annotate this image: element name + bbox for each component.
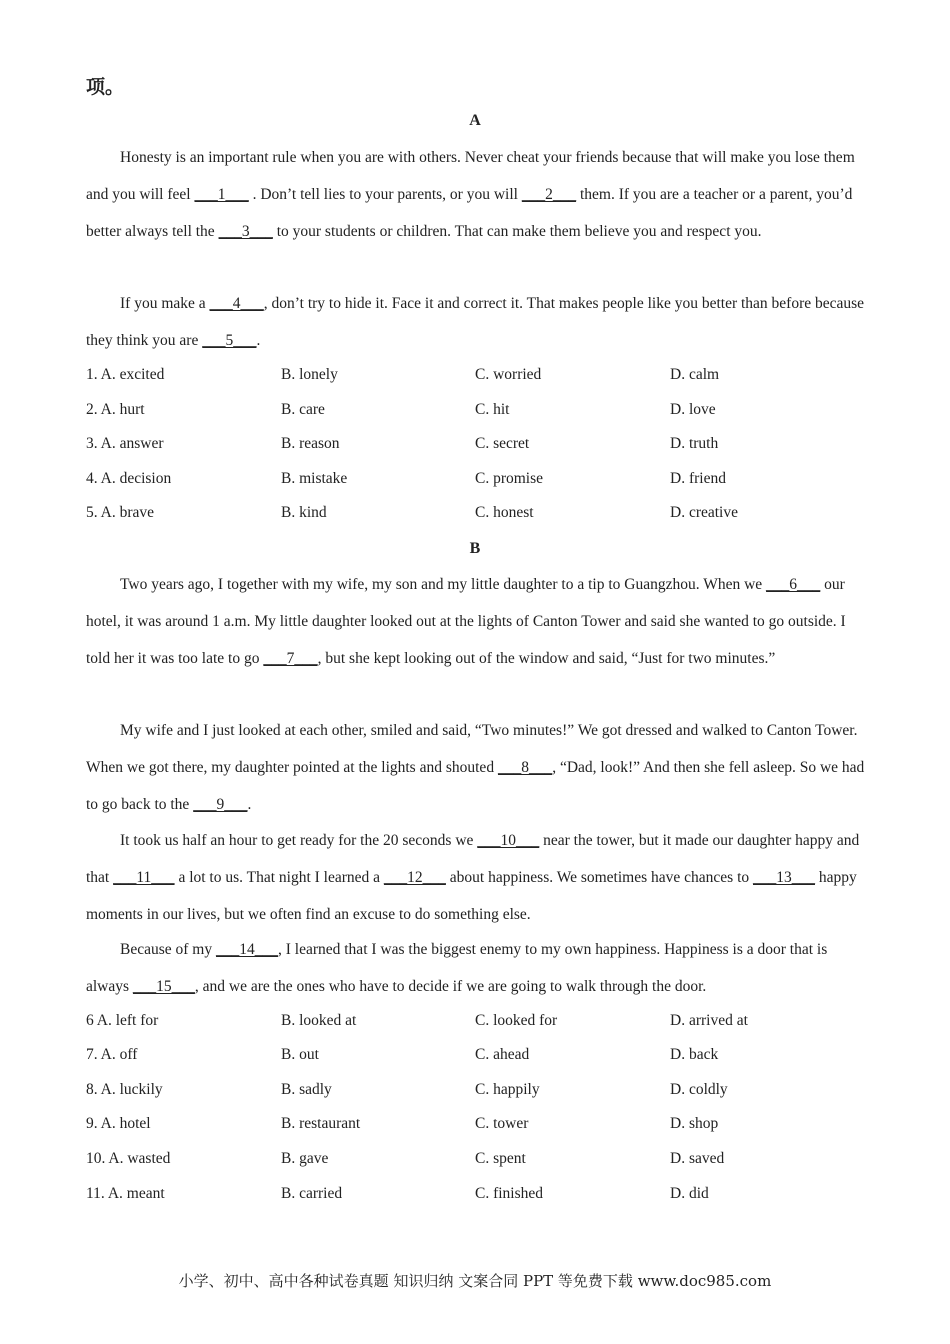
blank-2: ___2___ bbox=[521, 186, 577, 203]
option-a: 7. A. off bbox=[86, 1046, 138, 1063]
option-c: C. happily bbox=[475, 1081, 540, 1098]
blank-11: ___11___ bbox=[113, 869, 175, 886]
option-d: D. friend bbox=[670, 470, 726, 487]
blank-7: ___7___ bbox=[263, 650, 318, 667]
option-row-3 bbox=[86, 435, 866, 457]
text: . bbox=[256, 332, 261, 349]
option-d: D. saved bbox=[670, 1150, 725, 1167]
option-row-9 bbox=[86, 1115, 866, 1137]
text: . Don’t tell lies to your parents, or you will bbox=[248, 186, 522, 203]
option-a: 8. A. luckily bbox=[86, 1081, 163, 1098]
option-row-2 bbox=[86, 401, 866, 423]
section-a-paragraph-2 bbox=[86, 285, 866, 359]
option-a: 10. A. wasted bbox=[86, 1150, 171, 1167]
text: It took us half an hour to get ready for the 20 seconds we bbox=[120, 832, 478, 849]
blank-9: ___9___ bbox=[193, 796, 248, 813]
option-d: D. truth bbox=[670, 435, 719, 452]
option-b: B. reason bbox=[281, 435, 340, 452]
text: to your students or children. That can make them believe you and respect you. bbox=[272, 223, 762, 240]
option-a: 11. A. meant bbox=[86, 1185, 165, 1202]
option-c: C. ahead bbox=[475, 1046, 530, 1063]
blank-6: ___6___ bbox=[766, 576, 821, 593]
text: If you make a bbox=[120, 295, 210, 312]
option-b: B. gave bbox=[281, 1150, 329, 1167]
option-d: D. back bbox=[670, 1046, 719, 1063]
option-b: B. looked at bbox=[281, 1012, 357, 1029]
blank-14: ___14___ bbox=[215, 941, 278, 958]
option-d: D. creative bbox=[670, 504, 738, 521]
option-row-6 bbox=[86, 1012, 866, 1034]
text: our hotel, it was around 1 a.m. My little daughter looked out at the lights of Canton Tower and said she wanted to go outside. I told her it was too late to go bbox=[86, 576, 846, 667]
text: , “Dad, look!” And then she fell asleep. So we had to go back to the bbox=[86, 759, 865, 813]
text: , but she kept looking out of the window and said, “Just for two minutes.” bbox=[317, 650, 776, 667]
option-b: B. kind bbox=[281, 504, 327, 521]
text: Honesty is an important rule when you are with others. Never cheat your friends because that will make you lose them and you will feel bbox=[86, 149, 855, 203]
option-a: 5. A. brave bbox=[86, 504, 155, 521]
text: , I learned that I was the biggest enemy to my own happiness. Happiness is a door that is always bbox=[86, 941, 828, 995]
blank-4: ___4___ bbox=[209, 295, 264, 312]
option-c: C. secret bbox=[475, 435, 530, 452]
blank-5: ___5___ bbox=[202, 332, 257, 349]
blank-1: ___1___ bbox=[194, 186, 249, 203]
text: , and we are the ones who have to decide if we are going to walk through the door. bbox=[194, 978, 707, 995]
footer-text: 小学、初中、高中各种试卷真题 知识归纳 文案合同 PPT 等免费下载 www.doc985.com bbox=[178, 1272, 772, 1290]
option-row-1 bbox=[86, 366, 866, 388]
option-d: D. coldly bbox=[670, 1081, 728, 1098]
option-c: C. spent bbox=[475, 1150, 526, 1167]
section-b-paragraph-1 bbox=[86, 566, 866, 677]
option-row-11 bbox=[86, 1185, 866, 1207]
blank-3: ___3___ bbox=[218, 223, 273, 240]
option-c: C. promise bbox=[475, 470, 544, 487]
text: happy moments in our lives, but we often find an excuse to do something else. bbox=[86, 869, 857, 923]
option-c: C. looked for bbox=[475, 1012, 558, 1029]
option-d: D. calm bbox=[670, 366, 720, 383]
option-d: D. love bbox=[670, 401, 716, 418]
text: , don’t try to hide it. Face it and correct it. That makes people like you better than before because they think you are bbox=[86, 295, 865, 349]
text: Because of my bbox=[120, 941, 216, 958]
heading: 项。 bbox=[86, 76, 125, 98]
option-b: B. sadly bbox=[281, 1081, 332, 1098]
section-b-title: B bbox=[469, 540, 481, 557]
option-b: B. carried bbox=[281, 1185, 343, 1202]
option-a: 6 A. left for bbox=[86, 1012, 159, 1029]
blank-13: ___13___ bbox=[753, 869, 815, 886]
option-b: B. lonely bbox=[281, 366, 338, 383]
option-row-8 bbox=[86, 1081, 866, 1103]
option-row-5 bbox=[86, 504, 866, 526]
option-a: 4. A. decision bbox=[86, 470, 172, 487]
option-a: 1. A. excited bbox=[86, 366, 165, 383]
text: a lot to us. That night I learned a bbox=[174, 869, 384, 886]
option-d: D. arrived at bbox=[670, 1012, 748, 1029]
option-c: C. honest bbox=[475, 504, 534, 521]
option-d: D. did bbox=[670, 1185, 709, 1202]
section-a-paragraph-1 bbox=[86, 139, 866, 250]
option-row-7 bbox=[86, 1046, 866, 1068]
text: My wife and I just looked at each other, smiled and said, “Two minutes!” We got dressed and walked to Canton Tower. When we got there, my daughter pointed at the lights and shouted bbox=[86, 722, 858, 776]
text: near the tower, but it made our daughter happy and that bbox=[86, 832, 860, 886]
option-b: B. out bbox=[281, 1046, 319, 1063]
option-a: 3. A. answer bbox=[86, 435, 164, 452]
option-row-4 bbox=[86, 470, 866, 492]
text: . bbox=[247, 796, 252, 813]
text: Two years ago, I together with my wife, my son and my little daughter to a tip to Guangzhou. When we bbox=[120, 576, 767, 593]
blank-8: ___8___ bbox=[497, 759, 553, 776]
blank-15: ___15___ bbox=[132, 978, 195, 995]
section-a-title: A bbox=[469, 112, 481, 129]
text: them. If you are a teacher or a parent, you’d better always tell the bbox=[86, 186, 853, 240]
option-d: D. shop bbox=[670, 1115, 719, 1132]
option-row-10 bbox=[86, 1150, 866, 1172]
section-b-paragraph-3 bbox=[86, 822, 866, 933]
text: about happiness. We sometimes have chances to bbox=[445, 869, 753, 886]
option-c: C. finished bbox=[475, 1185, 544, 1202]
option-c: C. hit bbox=[475, 401, 510, 418]
option-a: 9. A. hotel bbox=[86, 1115, 151, 1132]
option-a: 2. A. hurt bbox=[86, 401, 145, 418]
section-b-paragraph-4 bbox=[86, 931, 866, 1005]
option-c: C. worried bbox=[475, 366, 542, 383]
blank-10: ___10___ bbox=[477, 832, 540, 849]
option-b: B. care bbox=[281, 401, 325, 418]
option-b: B. mistake bbox=[281, 470, 348, 487]
section-b-paragraph-2 bbox=[86, 712, 866, 823]
blank-12: ___12___ bbox=[383, 869, 446, 886]
option-b: B. restaurant bbox=[281, 1115, 361, 1132]
option-c: C. tower bbox=[475, 1115, 529, 1132]
